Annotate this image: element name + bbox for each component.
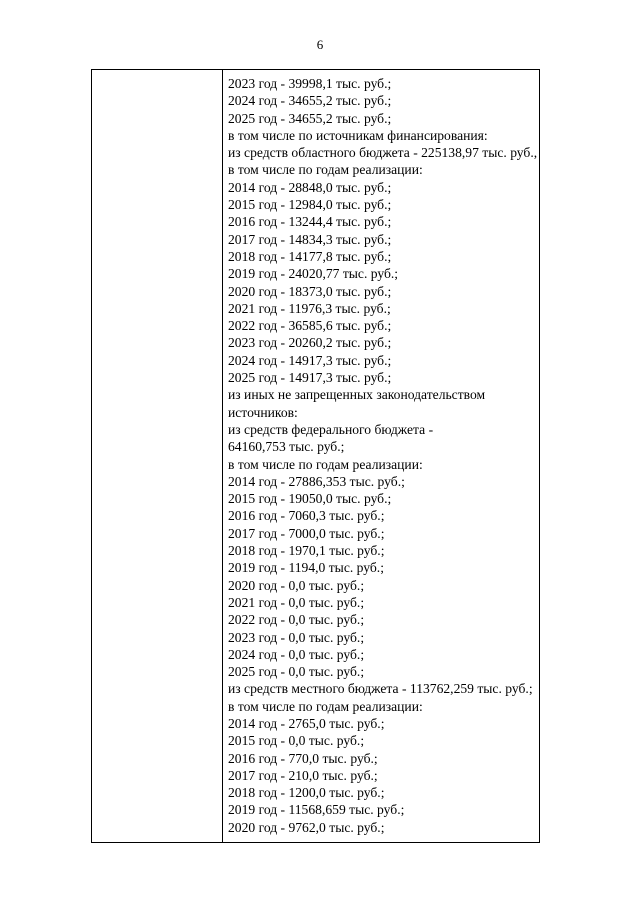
text-line: 2018 год - 1200,0 тыс. руб.; xyxy=(228,785,385,801)
table-cell-content xyxy=(223,70,540,843)
text-line: источников: xyxy=(228,404,298,420)
text-line: 2015 год - 0,0 тыс. руб.; xyxy=(228,733,365,749)
text-line: 2016 год - 7060,3 тыс. руб.; xyxy=(228,508,385,524)
text-line: 2020 год - 18373,0 тыс. руб.; xyxy=(228,283,392,299)
text-line: 2019 год - 11568,659 тыс. руб.; xyxy=(228,802,405,818)
text-line: 2022 год - 36585,6 тыс. руб.; xyxy=(228,318,392,334)
page-number: 6 xyxy=(316,37,324,52)
text-line: в том числе по годам реализации: xyxy=(228,162,423,178)
text-line: 2020 год - 0,0 тыс. руб.; xyxy=(228,577,365,593)
text-line: 2025 год - 14917,3 тыс. руб.; xyxy=(228,370,392,386)
text-line: 2014 год - 2765,0 тыс. руб.; xyxy=(228,715,385,731)
text-line: 2014 год - 28848,0 тыс. руб.; xyxy=(228,179,392,195)
text-line: 2023 год - 20260,2 тыс. руб.; xyxy=(228,335,392,351)
table-row xyxy=(92,70,540,843)
text-line: 2024 год - 34655,2 тыс. руб.; xyxy=(228,93,392,109)
text-line: 64160,753 тыс. руб.; xyxy=(228,439,345,455)
text-line: 2020 год - 9762,0 тыс. руб.; xyxy=(228,819,385,835)
text-line: из средств областного бюджета - 225138,97 тыс. руб., xyxy=(228,145,538,161)
text-line: 2021 год - 0,0 тыс. руб.; xyxy=(228,594,365,610)
text-line: 2018 год - 1970,1 тыс. руб.; xyxy=(228,543,385,559)
text-line: 2015 год - 19050,0 тыс. руб.; xyxy=(228,491,392,507)
table-cell-label xyxy=(92,70,223,843)
text-line: 2019 год - 24020,77 тыс. руб.; xyxy=(228,266,399,282)
financing-table xyxy=(91,69,540,843)
text-line: из средств федерального бюджета - xyxy=(228,421,434,437)
text-line: 2014 год - 27886,353 тыс. руб.; xyxy=(228,473,405,489)
text-line: 2023 год - 0,0 тыс. руб.; xyxy=(228,629,365,645)
text-line: 2025 год - 34655,2 тыс. руб.; xyxy=(228,110,392,126)
text-line: 2015 год - 12984,0 тыс. руб.; xyxy=(228,197,392,213)
text-line: 2019 год - 1194,0 тыс. руб.; xyxy=(228,560,384,576)
text-line: 2022 год - 0,0 тыс. руб.; xyxy=(228,612,365,628)
text-line: 2016 год - 770,0 тыс. руб.; xyxy=(228,750,378,766)
text-line: 2021 год - 11976,3 тыс. руб.; xyxy=(228,300,391,316)
text-line: 2017 год - 7000,0 тыс. руб.; xyxy=(228,525,385,541)
text-line: в том числе по годам реализации: xyxy=(228,456,423,472)
text-line: 2023 год - 39998,1 тыс. руб.; xyxy=(228,76,392,91)
text-line: 2017 год - 14834,3 тыс. руб.; xyxy=(228,231,392,247)
text-line: 2024 год - 14917,3 тыс. руб.; xyxy=(228,352,392,368)
text-line: в том числе по источникам финансирования: xyxy=(228,127,488,143)
text-line: 2025 год - 0,0 тыс. руб.; xyxy=(228,664,365,680)
text-line: 2018 год - 14177,8 тыс. руб.; xyxy=(228,248,392,264)
text-line: 2024 год - 0,0 тыс. руб.; xyxy=(228,646,365,662)
text-line: 2017 год - 210,0 тыс. руб.; xyxy=(228,767,378,783)
text-line: из иных не запрещенных законодательством xyxy=(228,387,486,403)
text-line: из средств местного бюджета - 113762,259 тыс. руб.; xyxy=(228,681,533,697)
text-line: в том числе по годам реализации: xyxy=(228,698,423,714)
text-line: 2016 год - 13244,4 тыс. руб.; xyxy=(228,214,392,230)
